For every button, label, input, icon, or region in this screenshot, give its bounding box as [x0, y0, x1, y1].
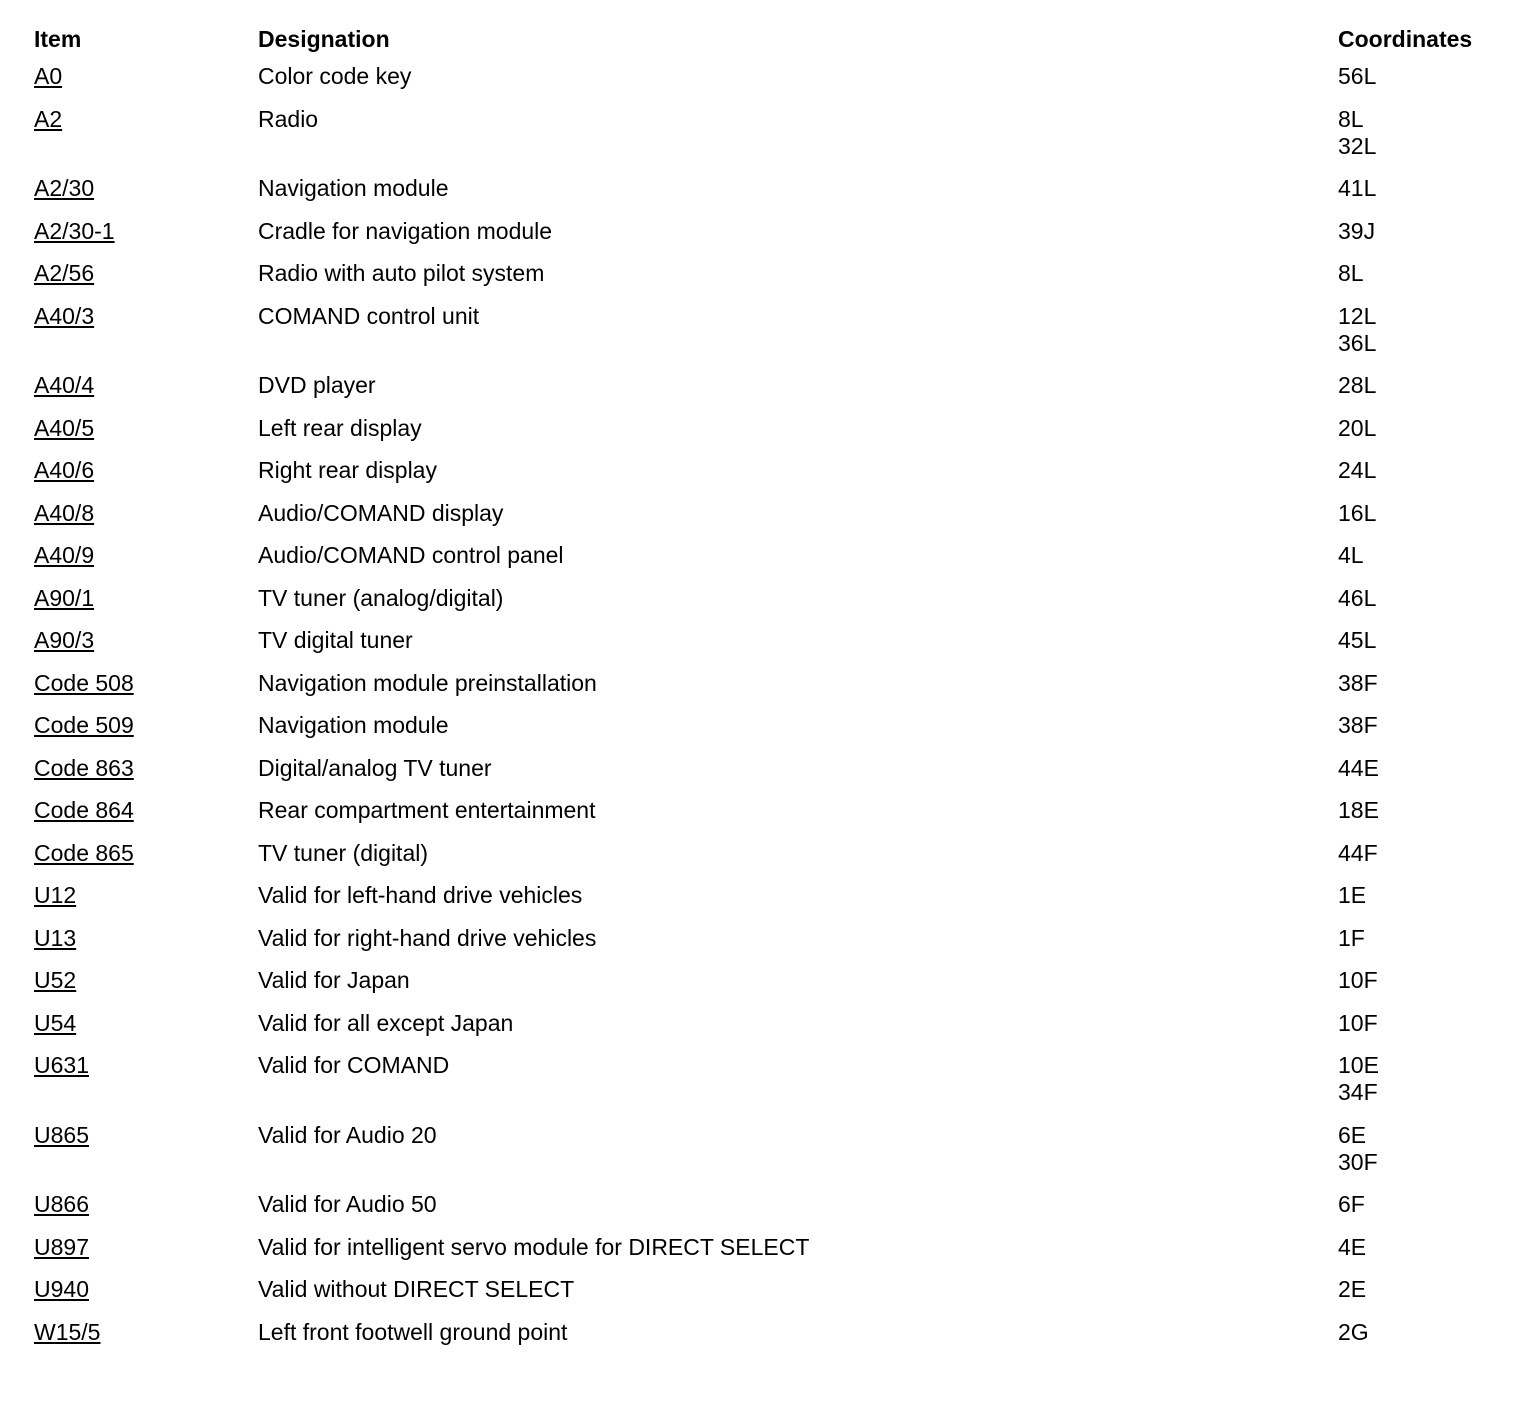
item-cell: [34, 303, 258, 330]
item-cell: [34, 218, 258, 245]
designation-cell: Color code key: [258, 63, 412, 89]
designation-cell: Audio/COMAND control panel: [258, 542, 564, 568]
table-row: [34, 1191, 1514, 1234]
item-cell: [34, 797, 258, 824]
item-link[interactable]: U631: [34, 1052, 89, 1078]
coordinate-value: 41L: [1338, 175, 1377, 201]
table-row: [34, 797, 1514, 840]
coordinates-cell: [1338, 967, 1514, 994]
coordinates-cell: [1338, 670, 1514, 697]
table-row: [34, 218, 1514, 261]
item-link[interactable]: Code 509: [34, 712, 134, 738]
table-row: [34, 925, 1514, 968]
designation-cell: Audio/COMAND display: [258, 499, 504, 526]
designation-cell: Radio: [258, 105, 319, 132]
coordinate-value: 8L: [1338, 260, 1364, 286]
designation-cell: Cradle for navigation module: [258, 217, 553, 244]
coordinates-cell: [1338, 585, 1514, 612]
item-cell: [34, 670, 258, 697]
coordinate-value: 2G: [1338, 1318, 1369, 1345]
coordinates-cell: [1338, 712, 1514, 739]
table-row: [34, 372, 1514, 415]
item-cell: [34, 882, 258, 909]
item-cell: [34, 175, 258, 202]
designation-cell: Valid for intelligent servo module for DIRECT SELECT: [258, 1233, 810, 1260]
table-row: [34, 1276, 1514, 1319]
coordinates-cell: [1338, 1319, 1514, 1346]
item-cell: [34, 967, 258, 994]
table-row: [34, 1122, 1514, 1192]
item-cell: [34, 457, 258, 484]
item-link[interactable]: Code 863: [34, 754, 134, 781]
item-link[interactable]: A40/3: [34, 302, 95, 329]
designation-cell: TV tuner (digital): [258, 839, 429, 866]
coordinates-cell: [1338, 260, 1514, 287]
coordinate-value: 4E: [1338, 1233, 1367, 1260]
coordinate-value: 24L: [1338, 457, 1377, 483]
designation-cell: Left rear display: [258, 414, 422, 441]
designation-cell: Valid without DIRECT SELECT: [258, 1276, 575, 1302]
coordinates-cell: [1338, 175, 1514, 202]
coordinates-cell: [1338, 1052, 1514, 1106]
item-link[interactable]: A2/56: [34, 260, 95, 286]
coordinates-cell: [1338, 415, 1514, 442]
designation-cell: Navigation module preinstallation: [258, 669, 597, 696]
item-cell: [34, 106, 258, 133]
coordinates-cell: [1338, 882, 1514, 909]
table-row: [34, 670, 1514, 713]
coordinate-value: 4L: [1338, 542, 1364, 568]
table-row: [34, 175, 1514, 218]
table-row: [34, 106, 1514, 176]
item-link[interactable]: U12: [34, 882, 77, 908]
coordinates-cell: [1338, 627, 1514, 654]
table-row: [34, 415, 1514, 458]
item-cell: [34, 840, 258, 867]
coordinate-value: 34F: [1338, 1079, 1378, 1105]
item-link[interactable]: U897: [34, 1233, 89, 1260]
coordinate-value: 44F: [1338, 839, 1378, 866]
coordinate-value: 8L: [1338, 105, 1364, 132]
coordinate-value: 39J: [1338, 217, 1376, 244]
designation-cell: Navigation module: [258, 712, 449, 738]
table-row: [34, 542, 1514, 585]
designation-cell: Valid for all except Japan: [258, 1009, 514, 1036]
coordinates-cell: [1338, 1191, 1514, 1218]
table-row: [34, 712, 1514, 755]
designation-cell: DVD player: [258, 372, 376, 398]
item-link[interactable]: Code 864: [34, 797, 134, 823]
item-link[interactable]: U54: [34, 1009, 77, 1036]
item-link[interactable]: A0: [34, 63, 63, 89]
coordinates-cell: [1338, 218, 1514, 245]
table-row: [34, 63, 1514, 106]
item-link[interactable]: W15/5: [34, 1318, 101, 1345]
coordinates-cell: [1338, 457, 1514, 484]
item-cell: [34, 63, 258, 90]
coordinate-value: 10E: [1338, 1052, 1379, 1078]
coordinates-cell: [1338, 1010, 1514, 1037]
coordinate-value: 30F: [1338, 1148, 1378, 1175]
coordinate-value: 16L: [1338, 499, 1377, 526]
table-row: [34, 585, 1514, 628]
designation-cell: COMAND control unit: [258, 302, 480, 329]
header-item: Item: [34, 26, 82, 52]
designation-cell: Digital/analog TV tuner: [258, 754, 492, 781]
coordinates-cell: [1338, 1122, 1514, 1176]
coordinate-value: 38F: [1338, 712, 1378, 738]
header-designation: Designation: [258, 26, 390, 52]
coordinates-cell: [1338, 840, 1514, 867]
table-row: [34, 457, 1514, 500]
coordinates-cell: [1338, 755, 1514, 782]
item-link[interactable]: A40/8: [34, 499, 95, 526]
item-link[interactable]: A90/1: [34, 584, 95, 611]
item-link[interactable]: A2/30: [34, 175, 95, 201]
table-row: [34, 882, 1514, 925]
item-cell: [34, 1319, 258, 1346]
designation-cell: Valid for COMAND: [258, 1052, 450, 1078]
coordinate-value: 10F: [1338, 1009, 1378, 1036]
coordinates-cell: [1338, 1234, 1514, 1261]
coordinates-cell: [1338, 303, 1514, 357]
item-link[interactable]: Code 508: [34, 669, 134, 696]
coordinates-cell: [1338, 1276, 1514, 1303]
item-link[interactable]: U866: [34, 1191, 89, 1217]
coordinate-value: 38F: [1338, 669, 1378, 696]
table-row: [34, 840, 1514, 883]
item-cell: [34, 1234, 258, 1261]
coordinates-cell: [1338, 542, 1514, 569]
item-cell: [34, 1191, 258, 1218]
item-link[interactable]: A40/5: [34, 414, 95, 441]
item-link[interactable]: A2: [34, 105, 63, 132]
designation-cell: Valid for Audio 20: [258, 1121, 437, 1148]
designation-cell: Right rear display: [258, 457, 437, 483]
item-link[interactable]: A2/30-1: [34, 217, 115, 244]
coordinate-value: 28L: [1338, 372, 1377, 398]
designation-cell: Valid for left-hand drive vehicles: [258, 882, 583, 908]
table-row: [34, 967, 1514, 1010]
coordinates-cell: [1338, 925, 1514, 952]
table-row: [34, 1052, 1514, 1122]
item-cell: [34, 500, 258, 527]
item-link[interactable]: A40/6: [34, 457, 95, 483]
coordinate-value: 6E: [1338, 1121, 1367, 1148]
header-coordinates: Coordinates: [1338, 26, 1473, 52]
coordinate-value: 45L: [1338, 627, 1377, 653]
designation-cell: TV tuner (analog/digital): [258, 584, 504, 611]
item-link[interactable]: A90/3: [34, 627, 95, 653]
header-row: [34, 26, 1514, 63]
table-row: [34, 755, 1514, 798]
item-cell: [34, 755, 258, 782]
designation-cell: Valid for Japan: [258, 967, 410, 993]
item-cell: [34, 712, 258, 739]
designation-cell: Valid for right-hand drive vehicles: [258, 924, 597, 951]
coordinate-value: 32L: [1338, 132, 1377, 159]
item-cell: [34, 415, 258, 442]
item-cell: [34, 627, 258, 654]
item-link[interactable]: U52: [34, 967, 77, 993]
coordinate-value: 20L: [1338, 414, 1377, 441]
designation-cell: Navigation module: [258, 175, 449, 201]
coordinate-value: 2E: [1338, 1276, 1367, 1302]
item-link[interactable]: A40/4: [34, 372, 95, 398]
table-row: [34, 1319, 1514, 1362]
component-legend-table: [34, 26, 1514, 1361]
item-cell: [34, 925, 258, 952]
coordinate-value: 18E: [1338, 797, 1379, 823]
table-row: [34, 260, 1514, 303]
coordinate-value: 46L: [1338, 584, 1377, 611]
item-link[interactable]: Code 865: [34, 839, 134, 866]
coordinate-value: 1F: [1338, 924, 1365, 951]
item-cell: [34, 260, 258, 287]
item-cell: [34, 1010, 258, 1037]
coordinates-cell: [1338, 106, 1514, 160]
coordinate-value: 44E: [1338, 754, 1379, 781]
item-cell: [34, 542, 258, 569]
designation-cell: Rear compartment entertainment: [258, 797, 596, 823]
designation-cell: Radio with auto pilot system: [258, 260, 545, 286]
table-body: [34, 63, 1514, 1361]
coordinate-value: 6F: [1338, 1191, 1365, 1217]
item-link[interactable]: U865: [34, 1121, 89, 1148]
coordinates-cell: [1338, 63, 1514, 90]
coordinates-cell: [1338, 797, 1514, 824]
coordinate-value: 10F: [1338, 967, 1378, 993]
designation-cell: Valid for Audio 50: [258, 1191, 437, 1217]
coordinate-value: 36L: [1338, 329, 1377, 356]
item-cell: [34, 1122, 258, 1149]
table-row: [34, 1010, 1514, 1053]
designation-cell: Left front footwell ground point: [258, 1318, 568, 1345]
item-cell: [34, 372, 258, 399]
table-row: [34, 303, 1514, 373]
item-link[interactable]: U13: [34, 924, 77, 951]
coordinate-value: 1E: [1338, 882, 1367, 908]
table-row: [34, 1234, 1514, 1277]
item-link[interactable]: U940: [34, 1276, 89, 1302]
item-cell: [34, 1052, 258, 1079]
table-row: [34, 500, 1514, 543]
coordinates-cell: [1338, 372, 1514, 399]
coordinate-value: 56L: [1338, 63, 1377, 89]
designation-cell: TV digital tuner: [258, 627, 413, 653]
item-cell: [34, 1276, 258, 1303]
coordinates-cell: [1338, 500, 1514, 527]
table-row: [34, 627, 1514, 670]
item-cell: [34, 585, 258, 612]
coordinate-value: 12L: [1338, 302, 1377, 329]
item-link[interactable]: A40/9: [34, 542, 95, 568]
